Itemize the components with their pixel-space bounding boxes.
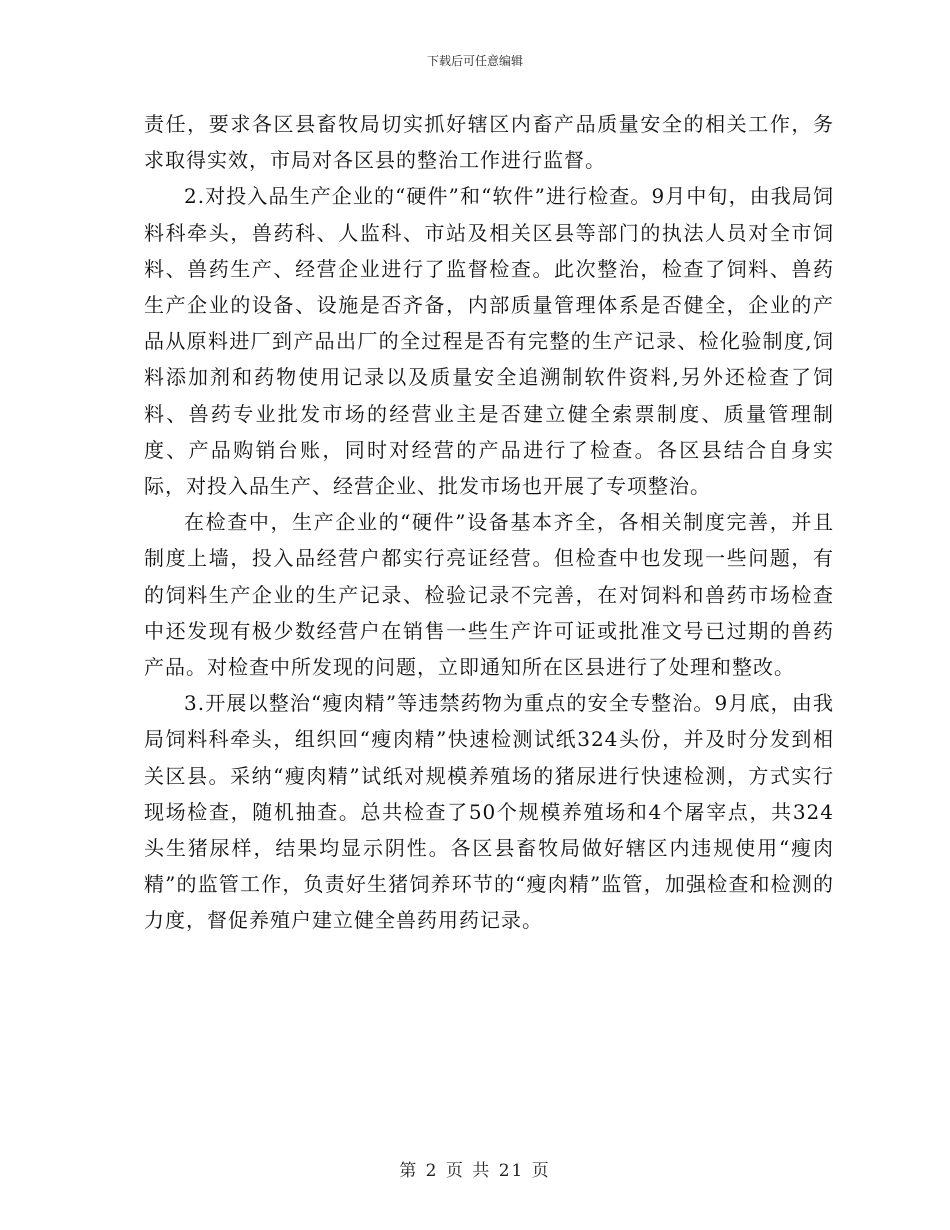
paragraph-inspection-hardware-software: 2.对投入品生产企业的“硬件”和“软件”进行检查。9月中旬，由我局饲料科牵头，兽药科、人监科、市站及相关区县等部门的执法人员对全市饲料、兽药生产、经营企业进行了监督检查。此次整治，检查了饲料、兽药生产企业的设备、设施是否齐备，内部质量管理体系是否健全，企业的产品从原料进厂到产品出厂的全过程是否有完整的生产记录、检化验制度,饲料添加剂和药物使用记录以及质量安全追溯制软件资料,另外还检查了饲料、兽药专业批发市场的经营业主是否建立健全索票制度、质量管理制度、产品购销台账，同时对经营的产品进行了检查。各区县结合自身实际，对投入品生产、经营企业、批发市场也开展了专项整治。 (144, 184, 834, 499)
page-header: 下载后可任意编辑 (426, 54, 523, 68)
page-footer: 第 2 页 共 21 页 (399, 1161, 551, 1181)
paragraph-continuation: 责任，要求各区县畜牧局切实抓好辖区内畜产品质量安全的相关工作，务求取得实效，市局对各区县的整治工作进行监督。 (144, 112, 834, 173)
paragraph-clenbuterol-campaign: 3.开展以整治“瘦肉精”等违禁药物为重点的安全专整治。9月底，由我局饲料科牵头，组织回“瘦肉精”快速检测试纸324头份，并及时分发到相关区县。采纳“瘦肉精”试纸对规模养殖场的猪尿进行快速检测，方式实行现场检查，随机抽查。总共检查了50个规模养殖场和4个屠宰点，共324头生猪尿样，结果均显示阴性。各区县畜牧局做好辖区内违规使用“瘦肉精”的监管工作，负责好生猪饲养环节的“瘦肉精”监管，加强检查和检测的力度，督促养殖户建立健全兽药用药记录。 (144, 691, 834, 933)
paragraph-inspection-results: 在检查中，生产企业的“硬件”设备基本齐全，各相关制度完善，并且制度上墙，投入品经营户都实行亮证经营。但检查中也发现一些问题，有的饲料生产企业的生产记录、检验记录不完善，在对饲料和兽药市场检查中还发现有极少数经营户在销售一些生产许可证或批准文号已过期的兽药产品。对检查中所发现的问题，立即通知所在区县进行了处理和整改。 (144, 510, 834, 680)
document-body (144, 106, 834, 939)
